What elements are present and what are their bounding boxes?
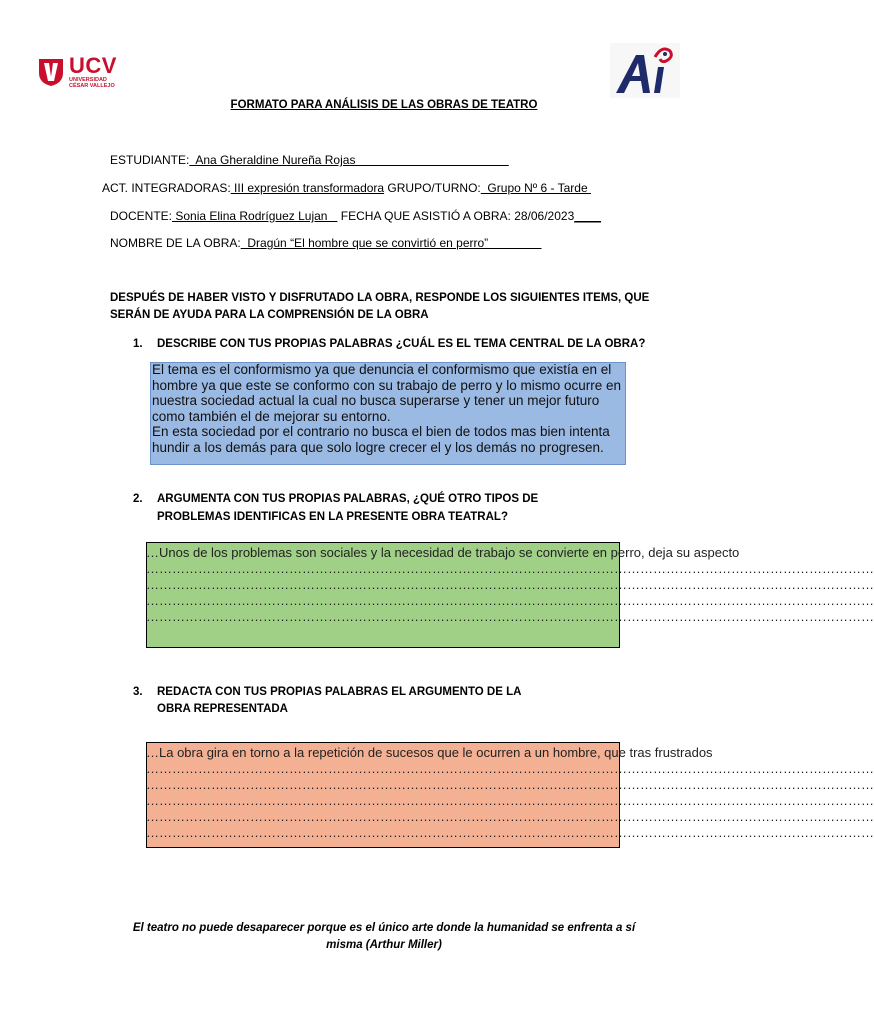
answer-2-dots-4: …………………………………………………………………………………………………………………………………………………… (146, 609, 874, 624)
answer-3-dots-4: …………………………………………………………………………………………………………………………………………………… (146, 809, 874, 824)
obra-label: NOMBRE DE LA OBRA: (110, 236, 241, 250)
question-1-number: 1. (133, 338, 143, 350)
grupo-label: GRUPO/TURNO: (384, 181, 481, 195)
answer-2-text (146, 545, 874, 625)
ucv-wordmark: UCV (69, 53, 117, 78)
docente-value: Sonia Elina Rodríguez Lujan (172, 209, 338, 223)
answer-1-paragraph-1: El tema es el conformismo ya que denuncia el conformismo que existía en el hombre ya que este se conformo con su trabajo de perro y lo mismo ocurre en nuestra sociedad actual la cual no busca superarse y tener un mejor futuro como también el de mejorar su entorno. (152, 362, 621, 424)
fecha-value: ____ (574, 209, 601, 223)
quote-line-2: misma (Arthur Miller) (326, 939, 442, 951)
question-1-text: DESCRIBE CON TUS PROPIAS PALABRAS ¿CUÁL ES EL TEMA CENTRAL DE LA OBRA? (157, 338, 646, 350)
answer-3-dots-5: …………………………………………………………………………………………………………………………………………………… (146, 825, 874, 840)
field-docente (110, 209, 601, 224)
act-value: III expresión transformadora (230, 181, 385, 195)
ucv-logo (38, 55, 120, 91)
ucv-subtitle-2: CÉSAR VALLEJO (69, 83, 115, 89)
estudiante-value: Ana Gheraldine Nureña Rojas (189, 153, 509, 167)
question-2-number: 2. (133, 493, 143, 505)
question-3-line-2: OBRA REPRESENTADA (157, 703, 288, 715)
ai-logo-icon (610, 43, 680, 98)
ai-logo (610, 43, 680, 98)
answer-1-paragraph-2: En esta sociedad por el contrario no busca el bien de todos mas bien intenta hundir a los demás para que solo logre crecer el y los demás no progresen. (152, 424, 610, 455)
question-3-number: 3. (133, 686, 143, 698)
fecha-label: FECHA QUE ASISTIÓ A OBRA: 28/06/2023 (337, 209, 575, 223)
answer-3-text (146, 745, 874, 841)
instructions-line-2: SERÁN DE AYUDA PARA LA COMPRENSIÓN DE LA OBRA (110, 309, 429, 321)
ucv-shield-icon (38, 57, 64, 87)
question-2-line-2: PROBLEMAS IDENTIFICAS EN LA PRESENTE OBRA TEATRAL? (157, 511, 508, 523)
field-act-integradoras (102, 181, 591, 196)
answer-3-dots-3: …………………………………………………………………………………………………………………………………………………… (146, 793, 874, 808)
ucv-subtitle-1: UNIVERSIDAD (69, 77, 107, 83)
instructions-line-1: DESPUÉS DE HABER VISTO Y DISFRUTADO LA OBRA, RESPONDE LOS SIGUIENTES ITEMS, QUE (110, 292, 650, 304)
question-2-line-1: ARGUMENTA CON TUS PROPIAS PALABRAS, ¿QUÉ OTRO TIPOS DE (157, 493, 539, 505)
field-nombre-obra (110, 236, 542, 251)
answer-3-dots-1: …………………………………………………………………………………………………………………………………………………… (146, 761, 874, 776)
closing-quote (100, 920, 668, 954)
docente-label: DOCENTE: (110, 209, 173, 223)
estudiante-label: ESTUDIANTE: (110, 153, 190, 167)
answer-3-dots-2: …………………………………………………………………………………………………………………………………………………… (146, 777, 874, 792)
answer-2-dots-1: …………………………………………………………………………………………………………………………………………………… (146, 561, 874, 576)
field-estudiante (110, 153, 509, 168)
question-3-line-1: REDACTA CON TUS PROPIAS PALABRAS EL ARGUMENTO DE LA (157, 686, 522, 698)
answer-2-line-1: …Unos de los problemas son sociales y la necesidad de trabajo se convierte en perro, deja su aspecto (146, 545, 740, 560)
document-title: FORMATO PARA ANÁLISIS DE LAS OBRAS DE TEATRO (230, 99, 538, 111)
quote-line-1: El teatro no puede desaparecer porque es el único arte donde la humanidad se enfrenta a sí (132, 922, 636, 934)
answer-1-text (152, 362, 626, 455)
grupo-value: Grupo Nº 6 - Tarde (480, 181, 591, 195)
answer-2-dots-2: …………………………………………………………………………………………………………………………………………………… (146, 577, 874, 592)
answer-3-line-1: …La obra gira en torno a la repetición de sucesos que le ocurren a un hombre, que tras frustrados (146, 745, 713, 760)
answer-2-dots-3: …………………………………………………………………………………………………………………………………………………… (146, 593, 874, 608)
act-label: ACT. INTEGRADORAS: (102, 181, 231, 195)
obra-value: Dragún “El hombre que se convirtió en perro” (240, 236, 542, 250)
